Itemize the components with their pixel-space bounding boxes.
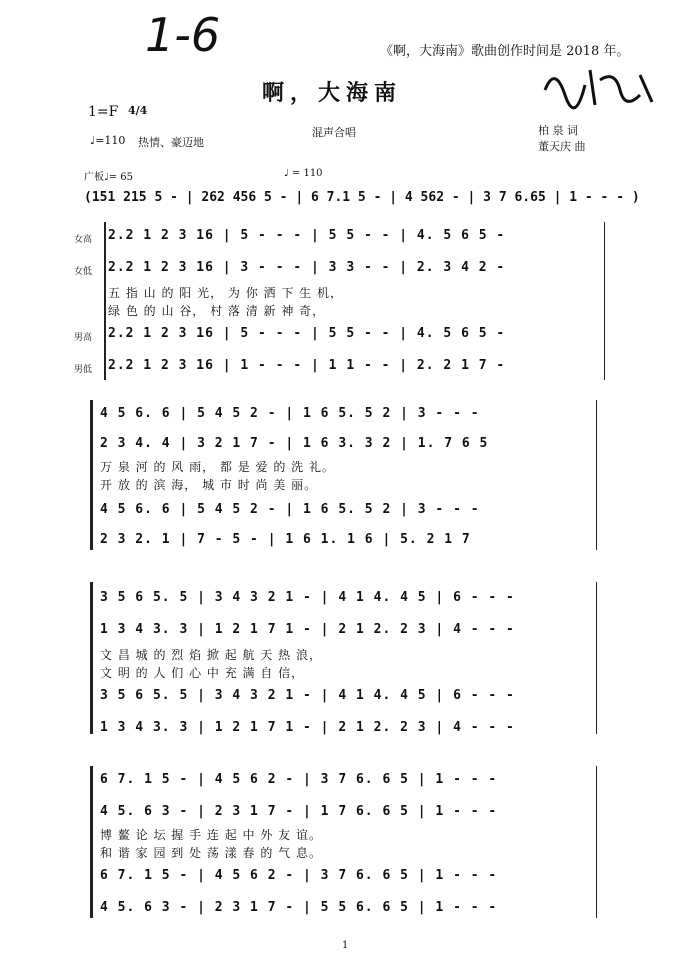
notes-row: 2.2 1 2 3 16 | 5 - - - | 5 5 - - | 4. 5 6 5 - (108, 228, 506, 243)
notes-row: 1 3 4 3. 3 | 1 2 1 7 1 - | 2 1 2. 2 3 | 4 - - - (100, 720, 515, 735)
genre-label: 混声合唱 (312, 126, 356, 139)
composer-credit: 董天庆 曲 (538, 140, 586, 153)
notes-row: 4 5 6. 6 | 5 4 5 2 - | 1 6 5. 5 2 | 3 - - - (100, 406, 480, 421)
notes-row: 3 5 6 5. 5 | 3 4 3 2 1 - | 4 1 4. 4 5 | 6 - - - (100, 590, 515, 605)
notes-row: 4 5. 6 3 - | 2 3 1 7 - | 1 7 6. 6 5 | 1 - - - (100, 804, 498, 819)
lyric-row: 绿 色 的 山 谷， 村 落 清 新 神 奇， (108, 304, 326, 318)
page-number: 1 (342, 940, 349, 951)
part-label: 男高 (74, 333, 93, 343)
intro-tempo-2: ♩ = 110 (284, 168, 323, 179)
expression-marking: 热情、豪迈地 (138, 136, 204, 149)
notes-row: 4 5 6. 6 | 5 4 5 2 - | 1 6 5. 5 2 | 3 - - - (100, 502, 480, 517)
notes-row: 4 5. 6 3 - | 2 3 1 7 - | 5 5 6. 6 5 | 1 - - - (100, 900, 498, 915)
signature (540, 60, 660, 110)
time-signature: 4/4 (128, 104, 148, 117)
song-title: 啊，大海南 (262, 81, 403, 106)
page-mark: 1-6 (145, 8, 221, 62)
intro-notes: (151 215 5 - | 262 456 5 - | 6 7.1 5 - | 4 562 - | 3 7 6.65 | 1 - - - ) (84, 190, 640, 205)
lyric-row: 五 指 山 的 阳 光， 为 你 洒 下 生 机， (108, 286, 343, 300)
notes-row: 2.2 1 2 3 16 | 3 - - - | 3 3 - - | 2. 3 4 2 - (108, 260, 506, 275)
notes-row: 2 3 4. 4 | 3 2 1 7 - | 1 6 3. 3 2 | 1. 7 6 5 (100, 436, 489, 451)
notes-row: 2.2 1 2 3 16 | 5 - - - | 5 5 - - | 4. 5 6 5 - (108, 326, 506, 341)
lyric-row: 和 谐 家 园 到 处 荡 漾 春 的 气 息。 (100, 846, 322, 860)
part-label: 女高 (74, 235, 93, 245)
lyric-row: 博 鳌 论 坛 握 手 连 起 中 外 友 谊。 (100, 828, 322, 842)
lyric-row: 万 泉 河 的 风 雨， 都 是 爱 的 洗 礼。 (100, 460, 335, 474)
part-label: 男低 (74, 365, 93, 375)
notes-row: 3 5 6 5. 5 | 3 4 3 2 1 - | 4 1 4. 4 5 | 6 - - - (100, 688, 515, 703)
tempo-marking: ♩=110 (90, 134, 126, 147)
lyricist-credit: 柏 泉 词 (538, 124, 578, 137)
lyric-row: 文 明 的 人 们 心 中 充 满 自 信， (100, 666, 305, 680)
lyric-row: 开 放 的 滨 海， 城 市 时 尚 美 丽。 (100, 478, 318, 492)
creation-note: 《啊，大海南》歌曲创作时间是 2018 年。 (380, 44, 630, 59)
notes-row: 2 3 2. 1 | 7 - 5 - | 1 6 1. 1 6 | 5. 2 1 7 (100, 532, 471, 547)
notes-row: 2.2 1 2 3 16 | 1 - - - | 1 1 - - | 2. 2 1 7 - (108, 358, 506, 373)
part-label: 女低 (74, 267, 93, 277)
lyric-row: 文 昌 城 的 烈 焰 掀 起 航 天 热 浪， (100, 648, 322, 662)
notes-row: 1 3 4 3. 3 | 1 2 1 7 1 - | 2 1 2. 2 3 | 4 - - - (100, 622, 515, 637)
notes-row: 6 7. 1 5 - | 4 5 6 2 - | 3 7 6. 6 5 | 1 - - - (100, 772, 498, 787)
notes-row: 6 7. 1 5 - | 4 5 6 2 - | 3 7 6. 6 5 | 1 - - - (100, 868, 498, 883)
intro-tempo-1: 广板♩= 65 (84, 172, 133, 183)
key-signature: 1=F (88, 104, 119, 120)
